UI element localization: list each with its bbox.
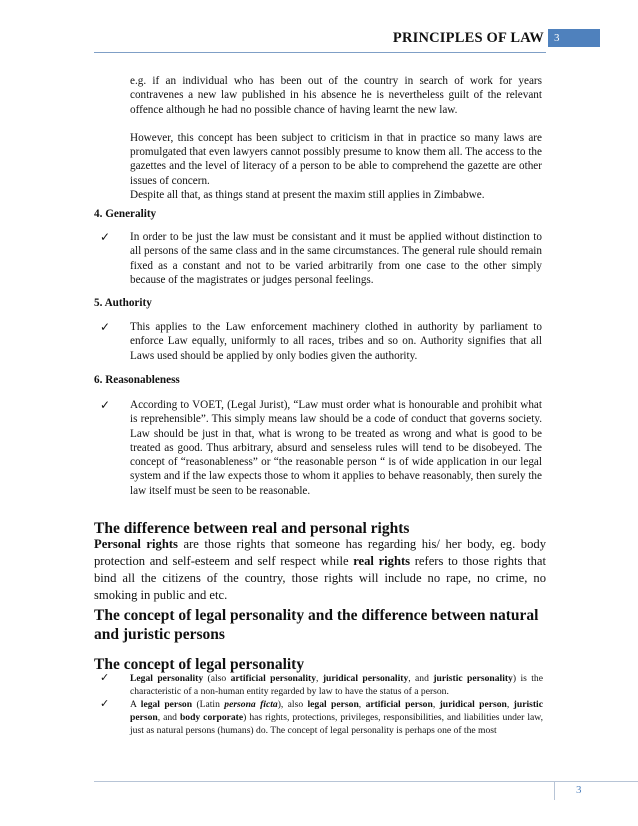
intro-paragraph-conclusion: Despite all that, as things stand at present the maxim still applies in Zimbabwe.	[130, 189, 485, 202]
footer-page-number: 3	[576, 784, 582, 796]
check-icon: ✓	[100, 698, 110, 710]
header-divider	[94, 52, 546, 53]
header-page-number: 3	[548, 29, 600, 47]
heading-real-personal-rights: The difference between real and personal rights	[94, 520, 410, 537]
term-real-rights: real rights	[353, 554, 411, 568]
section-text-authority: This applies to the Law enforcement machinery clothed in authority by parliament to enforce Law equally, uniformly to all races, tribes and so on. Authority signifies that all Laws used should be applied by only bodies given the authority.	[130, 321, 542, 362]
term-personal-rights: Personal rights	[94, 537, 178, 551]
heading-legal-personality-persons: The concept of legal personality and the difference between natural and juristic persons	[94, 607, 539, 643]
intro-block	[130, 74, 542, 202]
section-text-reasonableness: According to VOET, (Legal Jurist), “Law must order what is honourable and prohibit what is reprehensible”. This simply means law should be a code of conduct that governs society. Law should be just in that, what is wrong to be treated as wrong and what is good to be treated as good. Thus arbitrary, absurd and senseless rules will tend to be disobeyed. The concept of “reasonableness” or “the reasonable person “ is of wide application in our legal system and if the law expects those to whom it applies to behave reasonably, then surely the law itself must be seen to be reasonable.	[130, 399, 542, 497]
check-icon: ✓	[100, 672, 110, 684]
bullet-legal-personality: Legal personality (also artificial personality, juridical personality, and juristic personality) is the characteristic of a non-human entity regarded by law to have the status of a person.	[130, 673, 543, 697]
section-heading-authority: 5. Authority	[94, 297, 152, 309]
running-header-title: PRINCIPLES OF LAW	[392, 30, 544, 46]
check-icon: ✓	[100, 230, 111, 244]
check-icon: ✓	[100, 398, 111, 412]
intro-paragraph-criticism: However, this concept has been subject to criticism in that in practice so many laws are promulgated that even lawyers cannot possibly presume to know them all. The access to the gazettes and the level of literacy of a person to be able to comprehend the gazette are other issues of concern.	[130, 131, 542, 187]
section-heading-generality: 4. Generality	[94, 208, 157, 220]
bullet-legal-person: A legal person (Latin persona ficta), also legal person, artificial person, juridical person, juristic person, and body corporate) has rights, protections, privileges, responsibilities, and liabilities under law, just as natural persons (humans) do. The concept of legal personality is perhaps one of the most	[130, 699, 543, 736]
heading-concept-legal-personality: The concept of legal personality	[94, 656, 305, 673]
section-text-generality: In order to be just the law must be consistant and it must be applied without distinction to all persons of the same class and in the same circumstances. The general rule should remain fixed as a constant and not to be varied arbitrarily from one case to the other simply because of the magistrates or judges personal feelings.	[130, 231, 542, 286]
section-heading-reasonableness: 6. Reasonableness	[94, 374, 180, 386]
rights-paragraph: Personal rights are those rights that someone has regarding his/ her body, eg. body protection and self-esteem and self respect while real rights refers to those rights that bind all the citizens of the country, those rights will include no rape, no crime, no smoking in public and etc.	[94, 537, 546, 602]
intro-paragraph-example: e.g. if an individual who has been out of the country in search of work for years contravenes a new law published in his absence he is nevertheless guilt of the relevant offence although he had no possible chance of having learnt the new law.	[130, 75, 542, 116]
check-icon: ✓	[100, 320, 111, 334]
